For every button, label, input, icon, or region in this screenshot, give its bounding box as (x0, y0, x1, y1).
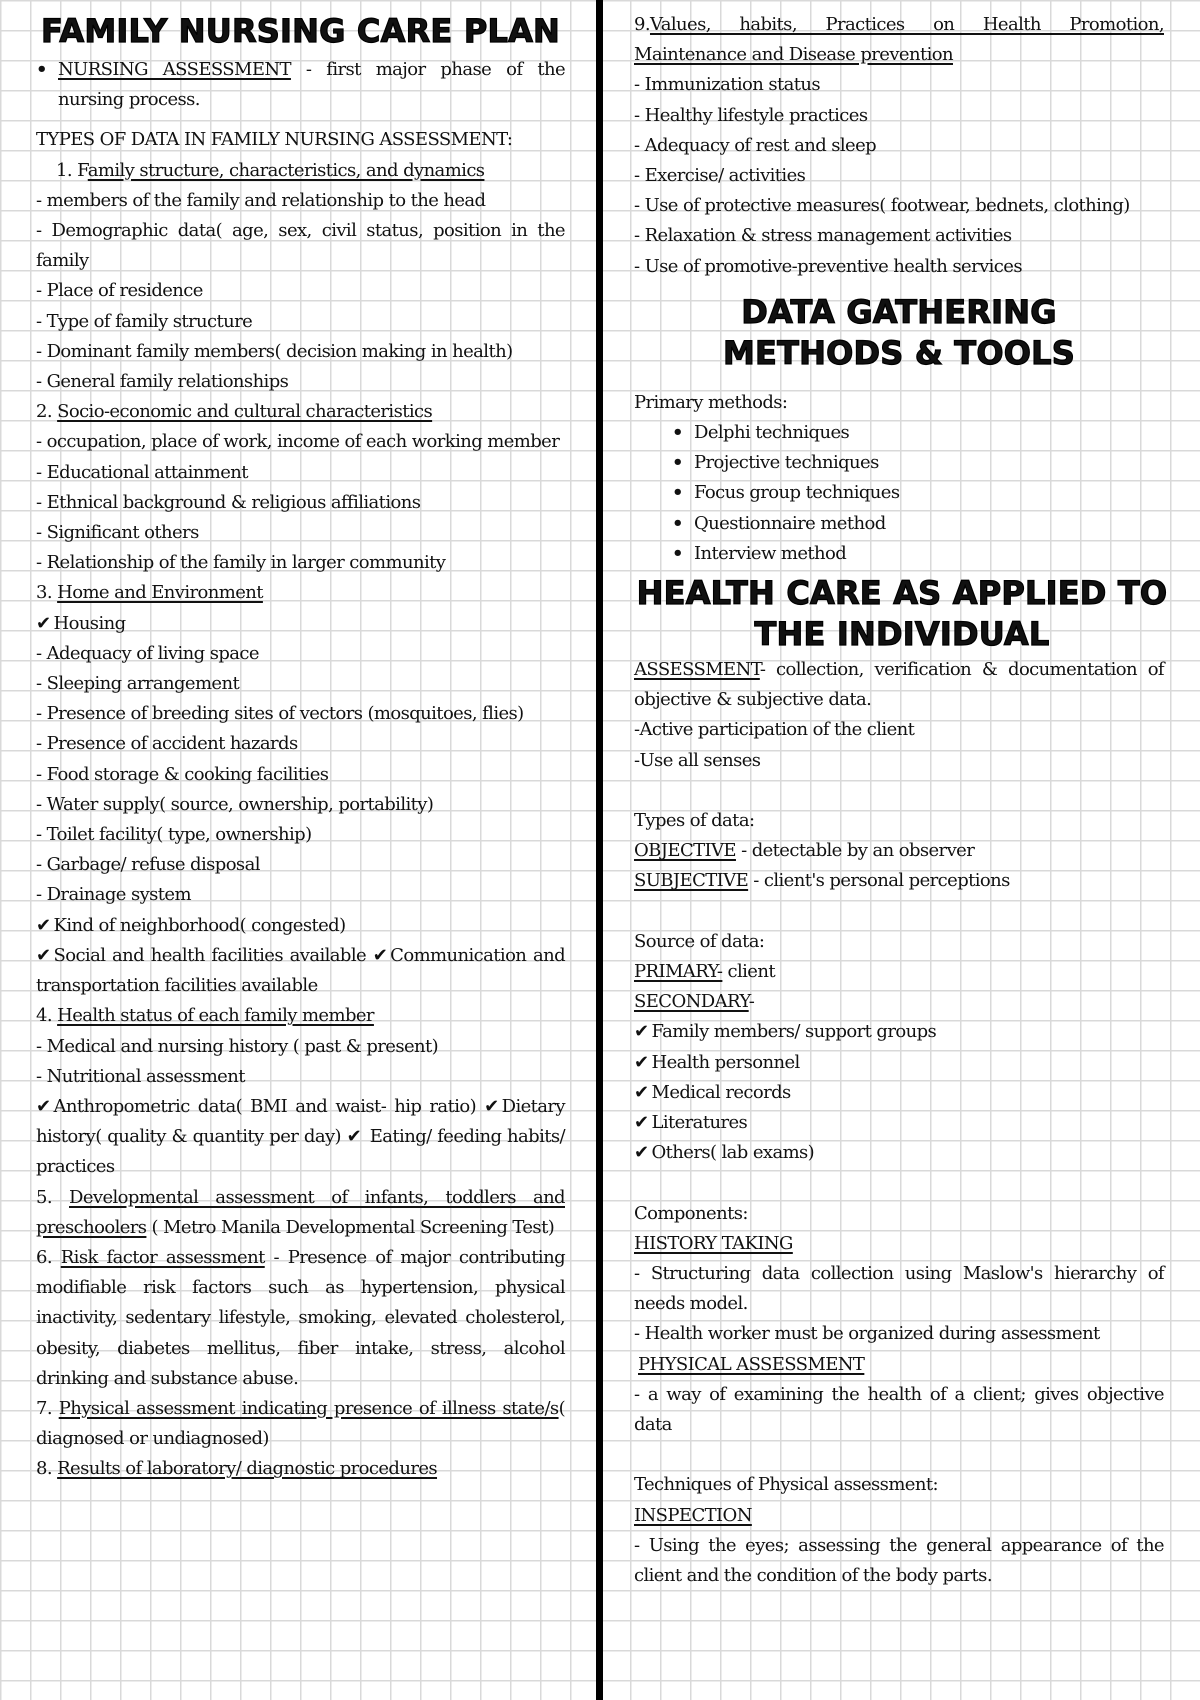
primary-methods-label: Primary methods: (634, 391, 788, 413)
section-2-item: - Relationship of the family in larger community (36, 552, 446, 574)
checkmark-icon: ✔ (634, 1051, 649, 1073)
checkmark-icon: ✔ (484, 1095, 499, 1117)
spacer (634, 1440, 1164, 1470)
section-9-title: 9.Values, habits, Practices on Health Promotion, Maintenance and Disease prevention (634, 14, 1164, 66)
section-3-item: - Drainage system (36, 884, 191, 906)
term-nursing-assessment: NURSING ASSESSMENT (58, 59, 291, 80)
objective-definition: OBJECTIVE - detectable by an observer (634, 840, 975, 862)
section-3-item: - Presence of accident hazards (36, 733, 298, 755)
section-1-item: - General family relationships (36, 371, 289, 393)
checkmark-icon: ✔ (634, 1142, 649, 1164)
section-7: 7. Physical assessment indicating presence of illness state/s( diagnosed or undiagnosed) (36, 1397, 565, 1450)
section-4-item: - Medical and nursing history ( past & present) (36, 1035, 439, 1057)
heading-health-care-individual: HEALTH CARE AS APPLIED TO THE INDIVIDUAL (636, 574, 1168, 654)
assessment-definition: ASSESSMENT- collection, verification & documentation of objective & subjective data. (634, 659, 1164, 711)
section-3-item: - Toilet facility( type, ownership) (36, 824, 312, 846)
types-heading: TYPES OF DATA IN FAMILY NURSING ASSESSMENT: (36, 129, 513, 151)
physical-assessment-title: PHYSICAL ASSESSMENT (638, 1353, 865, 1375)
heading-data-gathering: DATA GATHERING METHODS & TOOLS (723, 292, 1075, 372)
secondary-item: ✔ Literatures (634, 1112, 748, 1134)
spacer (634, 1168, 1164, 1198)
source-of-data-label: Source of data: (634, 930, 765, 952)
section-2-title: 2. Socio-economic and cultural characteristics (36, 401, 433, 423)
section-9-item: - Adequacy of rest and sleep (634, 134, 877, 156)
section-3-item: - Garbage/ refuse disposal (36, 854, 260, 876)
primary-source: PRIMARY- client (634, 961, 775, 983)
section-3-item: - Sleeping arrangement (36, 673, 240, 695)
secondary-item: ✔ Others( lab exams) (634, 1142, 815, 1164)
left-column (36, 0, 565, 1485)
types-of-data-label: Types of data: (634, 810, 755, 832)
right-column (634, 0, 1168, 1591)
primary-method-item: • Focus group techniques (634, 478, 1164, 508)
section-9-item: - Healthy lifestyle practices (634, 104, 868, 126)
page-title: FAMILY NURSING CARE PLAN (40, 12, 561, 50)
checkmark-icon: ✔ (36, 944, 51, 966)
checkmark-icon: ✔ (634, 1021, 649, 1043)
section-3-check: ✔ Housing (36, 612, 126, 634)
section-3-item: - Presence of breeding sites of vectors (mosquitoes, flies) (36, 703, 524, 725)
section-8: 8. Results of laboratory/ diagnostic procedures (36, 1458, 438, 1480)
bullet-icon: • (672, 542, 683, 564)
column-divider (596, 0, 603, 1700)
bullet-icon: • (672, 452, 683, 474)
bullet-icon: • (672, 482, 683, 504)
section-9-item: - Immunization status (634, 74, 821, 96)
subjective-definition: SUBJECTIVE - client's personal perceptions (634, 870, 1010, 892)
inspection-definition: - Using the eyes; assessing the general appearance of the client and the condition of the body parts. (634, 1534, 1164, 1587)
section-4-item: - Nutritional assessment (36, 1065, 245, 1087)
inspection-title: INSPECTION (634, 1504, 752, 1526)
spacer (634, 776, 1164, 806)
section-1-item: - Place of residence (36, 280, 203, 302)
secondary-item: ✔ Family members/ support groups (634, 1021, 937, 1043)
secondary-item: ✔ Medical records (634, 1081, 791, 1103)
checkmark-icon: ✔ (36, 914, 51, 936)
section-3-title: 3. Home and Environment (36, 582, 263, 604)
secondary-source: SECONDARY- (634, 991, 755, 1013)
section-3-item: - Water supply( source, ownership, portability) (36, 793, 434, 815)
checkmark-icon: ✔ (346, 1126, 362, 1148)
intro-bullet: • NURSING ASSESSMENT - first major phase of the nursing process. (36, 55, 565, 115)
components-label: Components: (634, 1202, 748, 1224)
section-2-item: - Ethnical background & religious affiliations (36, 491, 421, 513)
checkmark-icon: ✔ (36, 1095, 51, 1117)
section-4-title: 4. Health status of each family member (36, 1005, 374, 1027)
history-taking-item: - Structuring data collection using Maslow's hierarchy of needs model. (634, 1263, 1164, 1315)
section-1-item: - Demographic data( age, sex, civil status, position in the family (36, 220, 565, 272)
section-2-item: - occupation, place of work, income of each working member (36, 431, 560, 453)
section-4-checks: ✔ Anthropometric data( BMI and waist- hip ratio) ✔ Dietary history( quality & quantity per day) ✔ Eating/ feeding habits/ practices (36, 1095, 565, 1178)
section-1-item: - Dominant family members( decision making in health) (36, 340, 513, 362)
section-3-check: ✔ Kind of neighborhood( congested) (36, 914, 346, 936)
section-9-item: - Relaxation & stress management activities (634, 225, 1012, 247)
primary-method-item: • Questionnaire method (634, 509, 1164, 539)
assessment-item: -Active participation of the client (634, 719, 915, 741)
secondary-item: ✔ Health personnel (634, 1051, 800, 1073)
primary-method-item: • Projective techniques (634, 448, 1164, 478)
section-5: 5. Developmental assessment of infants, toddlers and preschoolers ( Metro Manila Developmental Screening Test) (36, 1186, 565, 1238)
checkmark-icon: ✔ (634, 1081, 649, 1103)
bullet-icon: • (672, 422, 683, 444)
section-2-item: - Significant others (36, 522, 199, 544)
section-3-item: - Food storage & cooking facilities (36, 763, 329, 785)
section-3-check: ✔ Social and health facilities available ✔ Communication and transportation facilities available (36, 944, 565, 997)
primary-method-item: • Interview method (634, 539, 1164, 569)
checkmark-icon: ✔ (634, 1112, 649, 1134)
history-taking-item: - Health worker must be organized during assessment (634, 1323, 1100, 1345)
bullet-icon: • (672, 512, 683, 534)
section-9-item: - Use of promotive-preventive health services (634, 255, 1022, 277)
section-9-item: - Use of protective measures( footwear, bednets, clothing) (634, 195, 1130, 217)
history-taking-title: HISTORY TAKING (634, 1232, 793, 1254)
section-1-item: - members of the family and relationship to the head (36, 189, 486, 211)
techniques-label: Techniques of Physical assessment: (634, 1474, 938, 1496)
physical-assessment-definition: - a way of examining the health of a client; gives objective data (634, 1383, 1164, 1436)
primary-method-item: • Delphi techniques (634, 418, 1164, 448)
checkmark-icon: ✔ (36, 612, 51, 634)
section-1-title: 1. Family structure, characteristics, and dynamics (56, 159, 485, 181)
section-2-item: - Educational attainment (36, 461, 248, 483)
bullet-icon: • (36, 59, 47, 80)
section-9-item: - Exercise/ activities (634, 165, 806, 187)
section-1-item: - Type of family structure (36, 310, 253, 332)
spacer (634, 897, 1164, 927)
assessment-item: -Use all senses (634, 749, 761, 771)
section-6: 6. Risk factor assessment - Presence of major contributing modifiable risk factors such as hypertension, physical inactivity, sedentary lifestyle, smoking, elevated cholesterol, obesity, diabetes mellitus, fiber intake, stress, alcohol drinking and substance abuse. (36, 1246, 566, 1389)
checkmark-icon: ✔ (372, 944, 388, 966)
section-3-item: - Adequacy of living space (36, 642, 259, 664)
